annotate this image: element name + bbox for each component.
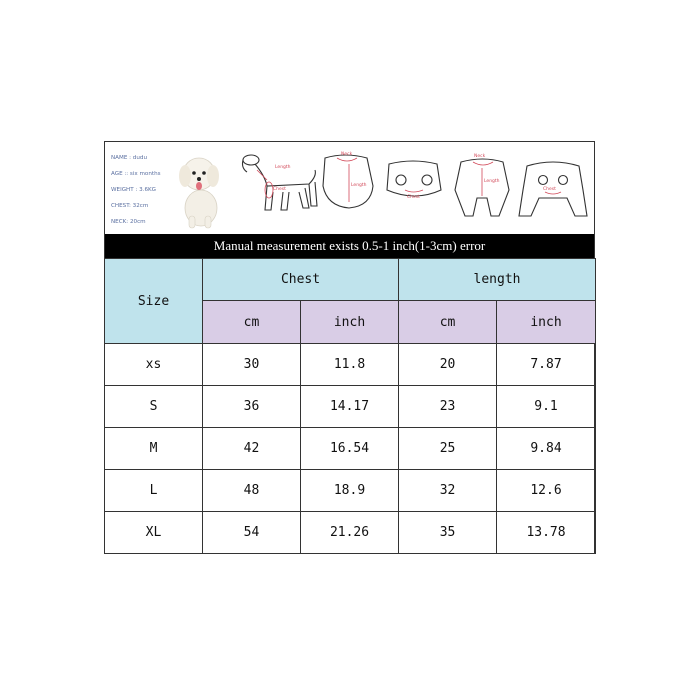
shirt-back-sketch [455,159,509,216]
sketch-label-chest: Chest [273,187,286,192]
coat-front-sketch [387,161,441,196]
dog-info-list [111,150,161,230]
sketch-label-chest3: Chest [543,187,556,192]
length-cm-cell: 35 [399,512,497,554]
dog-info-strip [105,142,594,234]
dog-photo [171,146,229,230]
table-row [105,386,596,428]
size-cell: M [105,428,203,470]
chest-cm-cell: 30 [203,344,301,386]
info-neck: NECK: 20cm [111,219,146,225]
chest-inch-cell: 18.9 [301,470,399,512]
chest-cm-cell: 42 [203,428,301,470]
length-inch-cell: 12.6 [497,470,596,512]
size-cell: S [105,386,203,428]
info-name: NAME : dudu [111,155,148,161]
length-cm-cell: 20 [399,344,497,386]
sketch-label-length: Length [275,165,291,170]
unit-chest-cm: cm [203,301,301,344]
chest-cm-cell: 36 [203,386,301,428]
sketch-label-neck: Neck [341,152,353,157]
header-length: length [399,259,596,301]
chest-cm-cell: 54 [203,512,301,554]
size-cell: XL [105,512,203,554]
chest-inch-cell: 16.54 [301,428,399,470]
header-chest: Chest [203,259,399,301]
table-row [105,512,596,554]
table-header-row [105,259,596,301]
table-row [105,470,596,512]
chest-inch-cell: 11.8 [301,344,399,386]
length-cm-cell: 32 [399,470,497,512]
measurement-sketches [237,146,593,232]
size-chart-table [104,258,596,554]
chest-inch-cell: 14.17 [301,386,399,428]
sketch-label-neck3: Neck [474,154,486,159]
measurement-error-banner: Manual measurement exists 0.5-1 inch(1-3cm) error [105,234,594,258]
length-inch-cell: 9.1 [497,386,596,428]
sketch-label-length2: Length [351,183,367,188]
dog-outline-sketch [243,155,318,210]
length-inch-cell: 13.78 [497,512,596,554]
size-chart-card [104,141,595,554]
length-cm-cell: 23 [399,386,497,428]
length-inch-cell: 9.84 [497,428,596,470]
sketch-label-length3: Length [484,179,500,184]
unit-length-cm: cm [399,301,497,344]
unit-length-inch: inch [497,301,596,344]
header-size: Size [105,259,203,344]
length-cm-cell: 25 [399,428,497,470]
size-cell: L [105,470,203,512]
info-chest: CHEST: 32cm [111,203,149,209]
info-weight: WEIGHT : 3.6KG [111,187,157,193]
size-cell: xs [105,344,203,386]
table-row [105,344,596,386]
sketch-label-chest2: Chest [407,195,420,200]
table-row [105,428,596,470]
coat-back-sketch [323,155,373,208]
unit-chest-inch: inch [301,301,399,344]
length-inch-cell: 7.87 [497,344,596,386]
chest-cm-cell: 48 [203,470,301,512]
info-age: AGE :: six months [111,171,161,177]
chest-inch-cell: 21.26 [301,512,399,554]
